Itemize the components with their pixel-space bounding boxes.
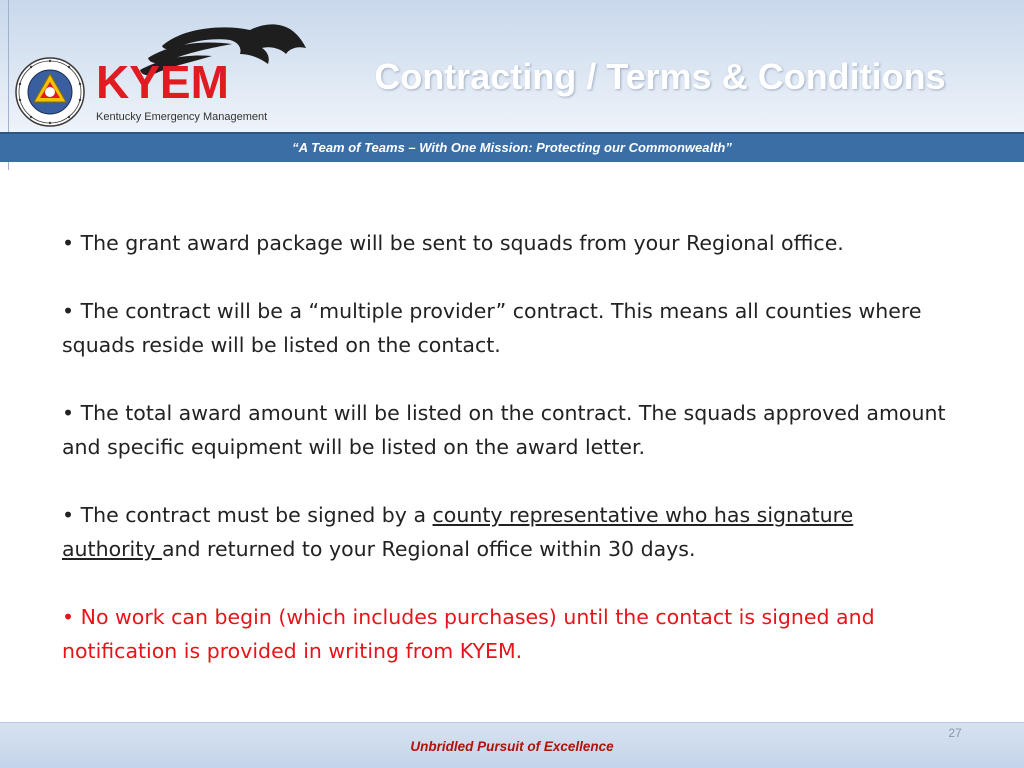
bullet-marker: • xyxy=(62,299,75,323)
bullet-text: No work can begin (which includes purchases) until the contact is signed and notification is provided in writing from KYEM. xyxy=(62,605,875,663)
logo-wordmark: KYEM xyxy=(96,56,229,108)
slide-title: Contracting / Terms & Conditions xyxy=(374,56,946,97)
page-number: 27 xyxy=(948,726,962,740)
bullet-item-warning xyxy=(62,600,952,668)
motto-banner: “A Team of Teams – With One Mission: Protecting our Commonwealth” xyxy=(0,132,1024,162)
bullet-marker: • xyxy=(62,231,75,255)
bullet-text: The contract must be signed by a xyxy=(80,503,433,527)
bullet-item xyxy=(62,498,952,566)
bullet-text: The grant award package will be sent to squads from your Regional office. xyxy=(80,231,844,255)
kyem-logo xyxy=(92,18,310,128)
bullet-text: and returned to your Regional office within 30 days. xyxy=(161,537,696,561)
bullet-marker: • xyxy=(62,503,75,527)
bullet-text: The total award amount will be listed on the contract. The squads approved amount and specific equipment will be listed on the award letter. xyxy=(62,401,946,459)
kyem-seal-logo xyxy=(14,56,86,128)
bullet-text: The contract will be a “multiple provider” contract. This means all counties where squads reside will be listed on the contact. xyxy=(62,299,922,357)
footer-tagline: Unbridled Pursuit of Excellence xyxy=(410,739,614,754)
bullet-item xyxy=(62,396,952,464)
bullet-item xyxy=(62,294,952,362)
bullet-item xyxy=(62,226,952,260)
bullet-marker: • xyxy=(62,401,75,425)
bullet-marker: • xyxy=(62,605,75,629)
signature-authority-underline: county representative who has signature authority xyxy=(62,503,854,561)
slide-body xyxy=(62,226,952,702)
logo-agency-name: Kentucky Emergency Management xyxy=(96,111,268,123)
